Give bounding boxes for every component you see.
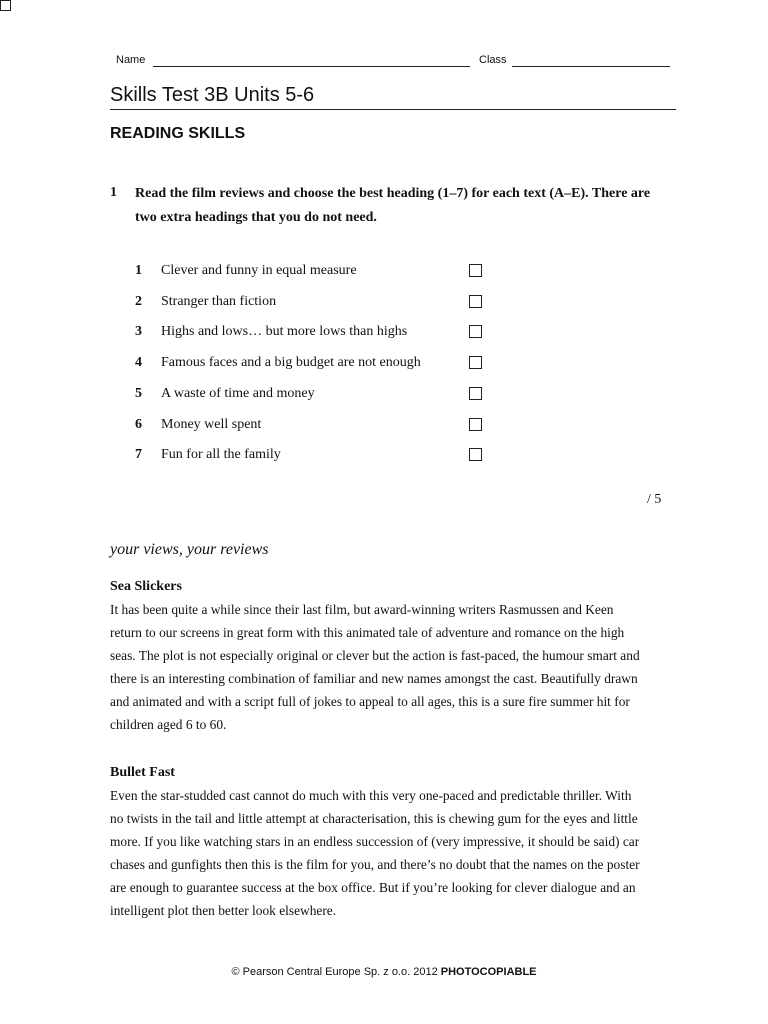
answer-checkbox[interactable]: [469, 418, 482, 431]
heading-text: Stranger than fiction: [161, 293, 277, 309]
review-line: no twists in the tail and little attempt at characterisation, this is chewing gum for the eyes and little: [110, 811, 638, 826]
footer-photocopiable: PHOTOCOPIABLE: [440, 966, 537, 978]
answer-checkbox[interactable]: [469, 387, 482, 400]
heading-number: 1: [135, 263, 142, 278]
name-class-row: [116, 54, 672, 70]
score-total: / 5: [647, 492, 662, 507]
review-line: are enough to guarantee success at the box office. But if you’re looking for clever dialogue and an: [110, 880, 636, 895]
class-field[interactable]: [512, 66, 670, 67]
review-line: intelligent plot then better look elsewhere.: [110, 903, 337, 918]
section-title: READING SKILLS: [110, 125, 246, 142]
heading-text: Clever and funny in equal measure: [161, 263, 357, 278]
answer-checkbox[interactable]: [469, 295, 482, 308]
heading-item: [135, 355, 495, 373]
review-line: there is an interesting combination of familiar and new names amongst the cast. Beautifully drawn: [110, 671, 638, 686]
page-title: Skills Test 3B Units 5-6: [110, 84, 315, 106]
name-label: Name: [116, 54, 146, 66]
question-instructions: Read the film reviews and choose the best heading (1–7) for each text (A–E). There are two extra headings that you do not need.: [135, 186, 651, 225]
review-title: Bullet Fast: [110, 765, 175, 780]
review-title: Sea Slickers: [110, 579, 182, 594]
review-line: It has been quite a while since their last film, but award-winning writers Rasmussen and Keen: [110, 602, 614, 617]
heading-text: Famous faces and a big budget are not enough: [161, 355, 421, 371]
reviews-heading: your views, your reviews: [110, 541, 269, 558]
review-line: and animated and with a script full of jokes to appeal to all ages, this is a sure fire summer hit for: [110, 694, 630, 709]
review-line: chases and gunfights then this is the film for you, and there’s no doubt that the names on the poster: [110, 857, 640, 872]
answer-checkbox[interactable]: [469, 325, 482, 338]
footer-copyright: © Pearson Central Europe Sp. z o.o. 2012: [231, 966, 438, 978]
class-label: Class: [479, 54, 507, 66]
heading-item: [135, 386, 495, 404]
review-line: more. If you like watching stars in an endless succession of (very impressive, it should be said) car: [110, 834, 640, 849]
footer: [0, 966, 768, 978]
heading-item: [135, 263, 495, 281]
review-line: return to our screens in great form with this animated tale of adventure and romance on the high: [110, 625, 625, 640]
review-body: [110, 598, 672, 736]
answer-checkbox[interactable]: [469, 264, 482, 277]
answer-checkbox[interactable]: [469, 448, 482, 461]
heading-number: 5: [135, 385, 142, 401]
heading-text: Fun for all the family: [161, 447, 281, 463]
heading-text: A waste of time and money: [161, 385, 315, 401]
heading-item: [135, 417, 495, 435]
heading-text: Highs and lows… but more lows than highs: [161, 324, 408, 340]
title-divider: [110, 109, 676, 110]
heading-number: 4: [135, 355, 142, 371]
review-sea-slickers: [110, 575, 672, 736]
question-number: 1: [110, 185, 117, 200]
name-field[interactable]: [153, 66, 470, 67]
corner-checkbox[interactable]: [0, 0, 11, 11]
review-line: children aged 6 to 60.: [110, 717, 227, 732]
heading-number: 2: [135, 293, 142, 309]
heading-item: [135, 447, 495, 465]
review-bullet-fast: [110, 761, 672, 922]
heading-text: Money well spent: [161, 416, 262, 432]
heading-item: [135, 294, 495, 312]
heading-number: 6: [135, 416, 142, 432]
review-line: seas. The plot is not especially original or clever but the action is fast-paced, the humour smart and: [110, 648, 640, 663]
answer-checkbox[interactable]: [469, 356, 482, 369]
review-line: Even the star-studded cast cannot do much with this very one-paced and predictable thriller. With: [110, 788, 632, 803]
review-body: [110, 784, 672, 922]
heading-number: 7: [135, 447, 142, 463]
heading-number: 3: [135, 324, 142, 340]
heading-item: [135, 324, 495, 342]
